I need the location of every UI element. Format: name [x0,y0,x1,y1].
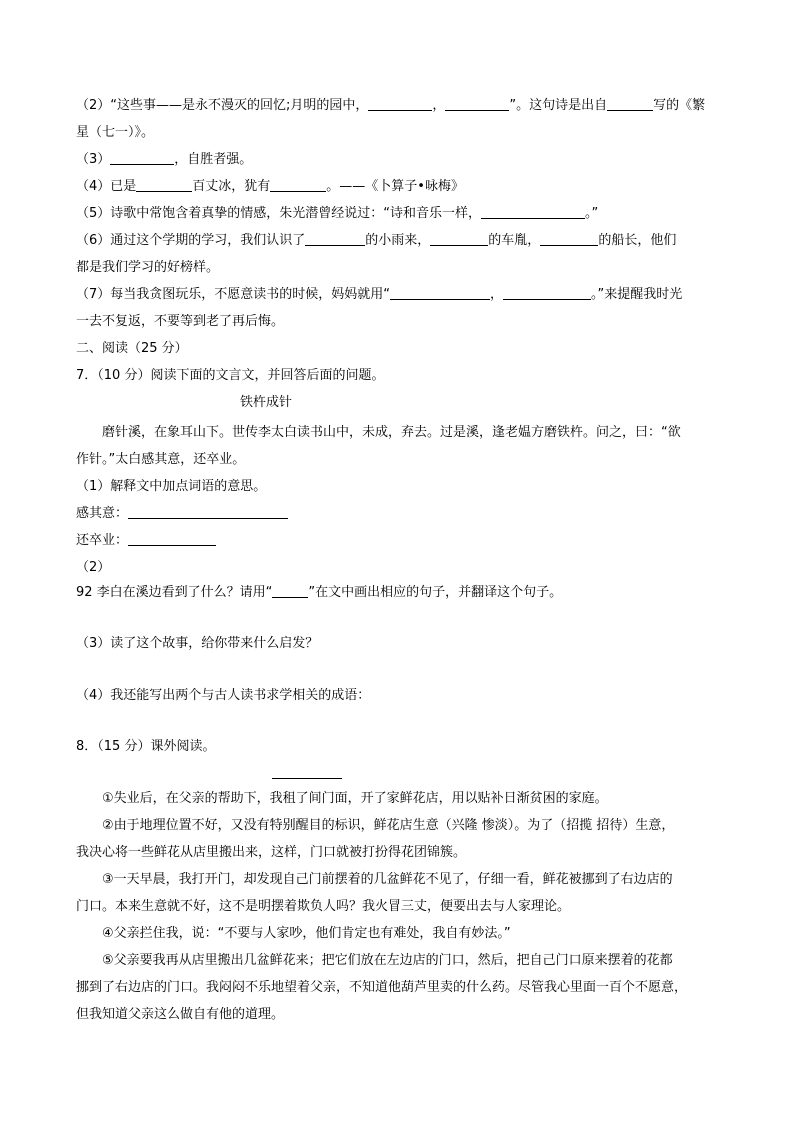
q6-item7-line2: 一去不复返，不要等到老了再后悔。 [76,314,285,329]
answer-blank[interactable] [136,178,192,192]
answer-blank[interactable] [607,97,653,111]
q6-item5: （5）诗歌中常饱含着真挚的情感，朱光潜曾经说过：“诗和音乐一样， 。” [76,206,599,221]
answer-blank[interactable] [305,232,365,246]
q7-sub2-label: （2） [76,560,111,575]
q7-passage-title: 铁杵成针 [240,395,293,410]
q8-intro: 8．（15 分）课外阅读。 [76,739,216,754]
section-heading: 二、阅读（25 分） [76,341,188,356]
q6-item2-line1: （2）“这些事——是永不漫灭的回忆;月明的园中， ， ”。这句诗是出自 写的《繁 [76,98,706,113]
q7-sub1: （1）解释文中加点词语的意思。 [76,479,267,494]
answer-blank[interactable] [368,97,432,111]
answer-blank[interactable] [272,584,308,598]
answer-blank[interactable] [481,205,585,219]
q7-sub3: （3）读了这个故事，给你带来什么启发？ [76,636,319,651]
q7-sub4: （4）我还能写出两个与古人读书求学相关的成语： [76,688,371,703]
q6-item3: （3） ，自胜者强。 [76,152,253,167]
q7-sub2: 92 李白在溪边看到了什么？请用“ ”在文中画出相应的句子，并翻译这个句子。 [76,585,563,600]
answer-blank[interactable] [128,505,288,519]
answer-blank[interactable] [503,286,591,300]
answer-blank[interactable] [270,178,326,192]
q7-intro: 7．（10 分）阅读下面的文言文，并回答后面的问题。 [76,368,385,383]
q8-para4: ④父亲拦住我，说：“不要与人家吵，他们肯定也有难处，我自有妙法。” [102,926,511,941]
q8-para3-line2: 门口。本来生意就不好，这不是明摆着欺负人吗？我火冒三丈，便要出去与人家理论。 [76,899,571,914]
q6-item6-line1: （6）通过这个学期的学习，我们认识了 的小雨来， 的车胤， 的船长，他们 [76,233,677,248]
answer-blank[interactable] [430,232,488,246]
answer-blank[interactable] [128,532,216,546]
q7-sub1-b: 还卒业： [76,532,216,550]
q8-para5-line2: 挪到了右边店的门口。我闷闷不乐地望着父亲，不知道他葫芦里卖的什么药。尽管我心里面一百个不愿意， [76,980,688,995]
passage-title-blank[interactable] [272,778,342,779]
answer-blank[interactable] [390,286,490,300]
q6-item2-line2: 星（七一）》。 [76,125,155,140]
q8-para1: ①失业后，在父亲的帮助下，我租了间门面，开了家鲜花店，用以贴补日渐贫困的家庭。 [102,791,608,806]
q8-para2-line2: 我决心将一些鲜花从店里搬出来，这样，门口就被打扮得花团锦簇。 [76,845,467,860]
q8-para5-line3: 但我知道父亲这么做自有他的道理。 [76,1007,285,1022]
q6-item6-line2: 都是我们学习的好榜样。 [76,260,220,275]
answer-blank[interactable] [445,97,509,111]
q7-passage-line2: 作针。”太白感其意，还卒业。 [76,452,246,467]
q7-passage-line1: 磨针溪，在象耳山下。世传李太白读书山中，未成，弃去。过是溪，逢老媪方磨铁杵。问之，曰：“欲 [102,425,681,440]
answer-blank[interactable] [540,232,598,246]
q6-item4: （4）已是 百丈冰，犹有 。——《卜算子•咏梅》 [76,179,464,194]
answer-blank[interactable] [110,151,174,165]
q8-para5-line1: ⑤父亲要我再从店里搬出几盆鲜花来；把它们放在左边店的门口，然后，把自己门口原来摆着的花都 [102,953,673,968]
q8-para2-line1: ②由于地理位置不好，又没有特别醒目的标识，鲜花店生意（兴隆 惨淡）。为了（招揽 招待）生意， [102,818,675,833]
q7-sub1-a: 感其意： [76,505,288,523]
q8-para3-line1: ③一天早晨，我打开门，却发现自己门前摆着的几盆鲜花不见了，仔细一看，鲜花被挪到了右边店的 [102,872,673,887]
q6-item7-line1: （7）每当我贪图玩乐，不愿意读书的时候，妈妈就用“ ， 。”来提醒我时光 [76,287,683,302]
